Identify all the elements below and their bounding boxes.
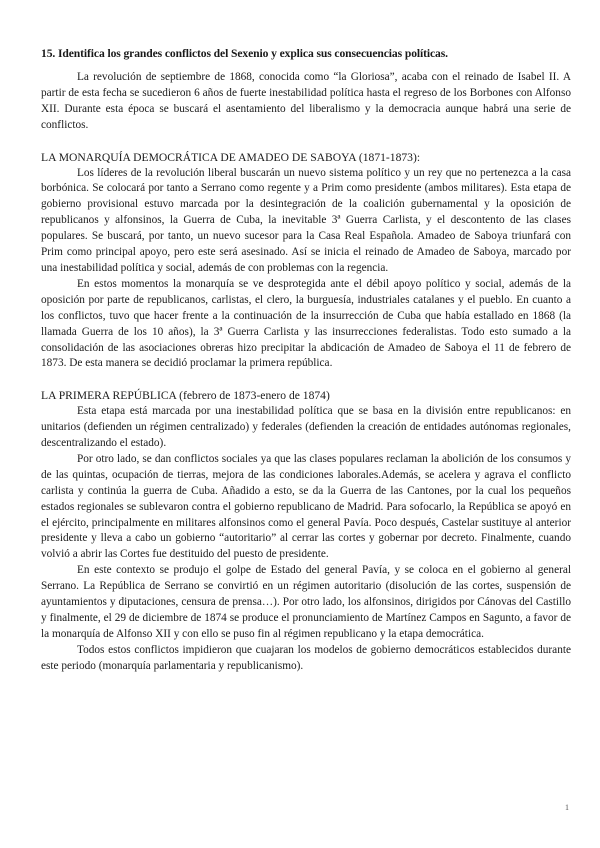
document-body xyxy=(41,46,571,675)
intro-paragraph: La revolución de septiembre de 1868, conocida como “la Gloriosa”, acaba con el reinado de Isabel II. A partir de esta fecha se sucedieron 6 años de fuerte inestabilidad política hasta el regreso de los Borbones con Alfonso XII. Durante esta época se buscará el asentamiento del liberalismo y la democracia aunque habrá una serie de conflictos. xyxy=(41,71,571,131)
section-heading-republica: LA PRIMERA REPÚBLICA (febrero de 1873-enero de 1874) xyxy=(41,389,330,403)
page-number: 1 xyxy=(565,803,569,812)
paragraph: Los líderes de la revolución liberal buscarán un nuevo sistema político y un rey que no pertenezca a la casa borbónica. Se colocará por tanto a Serrano como regente y a Prim como presidente (ambos militares). Esta etapa de gobierno provisional estuvo marcada por la desintegración de la coalición gubernamental y la oposición de republicanos y alfonsinos, la Guerra de Cuba, la inevitable 3ª Guerra Carlista, y el descontento de las clases populares. Se buscará, por tanto, un nuevo sucesor para la Casa Real Española. Amadeo de Saboya triunfará con Prim como principal apoyo, pero este será asesinado. Así se inicia el reinado de Amadeo de Saboya, marcado por una inestabilidad política y social, además de con problemas con la regencia. xyxy=(41,166,571,274)
section-heading-amadeo: LA MONARQUÍA DEMOCRÁTICA DE AMADEO DE SABOYA (1871-1873): xyxy=(41,150,421,164)
paragraph: Todos estos conflictos impidieron que cuajaran los modelos de gobierno democráticos establecidos durante este periodo (monarquía parlamentaria y republicanismo). xyxy=(41,643,571,672)
paragraph: Esta etapa está marcada por una inestabilidad política que se basa en la división entre republicanos: en unitarios (defienden un régimen centralizado) y federales (defienden la creación de entidades autónomas regionales, descentralizando el estado). xyxy=(41,405,571,450)
paragraph: En estos momentos la monarquía se ve desprotegida ante el débil apoyo político y social, además de la oposición por parte de republicanos, carlistas, el clero, la burguesía, industriales catalanes y el pueblo. En cuanto a los conflictos, tuvo que hacer frente a la continuación de la insurrección de Cuba que había estallado en 1868 (la llamada Guerra de los 10 años), la 3ª Guerra Carlista y las insurrecciones federalistas. Todo esto sumado a la consolidación de las asociaciones obreras hizo precipitar la abdicación de Amadeo de Saboya el 11 de febrero de 1873. De esta manera se decidió proclamar la primera república. xyxy=(41,277,571,370)
paragraph: En este contexto se produjo el golpe de Estado del general Pavía, y se coloca en el gobierno al general Serrano. La República de Serrano se convirtió en un régimen autoritario (disolución de las cortes, suspensión de ayuntamientos y diputaciones, censura de prensa…). Por otro lado, los alfonsinos, dirigidos por Cánovas del Castillo y finalmente, el 29 de diciembre de 1874 se produce el pronunciamiento de Martínez Campos en Sagunto, a favor de la monarquía de Alfonso XII y con ello se puso fin al régimen republicano y la etapa democrática. xyxy=(41,564,571,640)
paragraph: Por otro lado, se dan conflictos sociales ya que las clases populares reclaman la abolición de los consumos y de las quintas, ocupación de tierras, mejora de las condiciones laborales.Además, se acelera y agrava el conflicto carlista y continúa la guerra de Cuba. Añadido a esto, se da la Guerra de las Cantones, por la cual los pequeños estados regionales se sublevaron contra el gobierno republicano de Madrid. Para sofocarlo, la República se apoyó en el ejército, principalmente en militares alfonsinos como el general Pavía. Poco después, Castelar sustituye al anterior presidente y lleva a cabo un gobierno “autoritario” al cerrar las cortes y gobernar por decreto. Finalmente, cuando volvió a abrir las Cortes fue destituido del puesto de presidente. xyxy=(41,452,571,561)
page-title: 15. Identifica los grandes conflictos del Sexenio y explica sus consecuencias políticas. xyxy=(41,47,448,60)
